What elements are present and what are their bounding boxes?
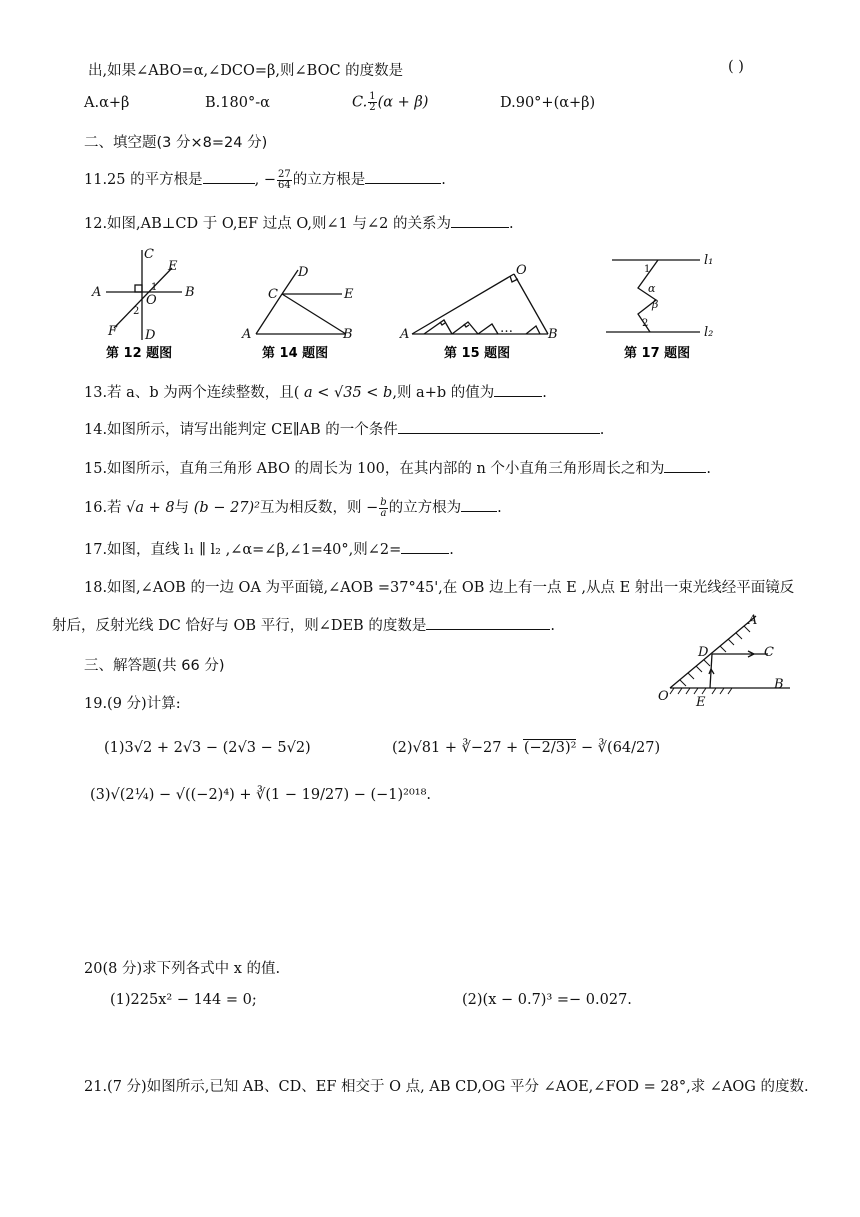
fig14-label-d: D xyxy=(298,265,309,280)
q20-title: 20(8 分)求下列各式中 x 的值. xyxy=(84,961,281,977)
fig18-label-o: O xyxy=(658,689,669,704)
q12-text: 12.如图,AB⊥CD 于 O,EF 过点 O,则∠1 与∠2 的关系为 xyxy=(84,216,451,232)
section-3-heading: 三、解答题(共 66 分) xyxy=(84,658,225,674)
fig12-label-2: 2 xyxy=(133,306,140,317)
q13-end: . xyxy=(542,385,547,401)
q11-blank-2[interactable] xyxy=(365,169,441,184)
q16-blank[interactable] xyxy=(461,497,497,512)
q19-part-2 xyxy=(392,740,660,756)
fig17-label-beta: β xyxy=(652,298,659,311)
q19-part-3: (3)√(2¼) − √((−2)⁴) + ∛(1 − 19/27) − (−1)²⁰¹⁸. xyxy=(90,787,432,803)
section-2-heading: 二、填空题(3 分×8=24 分) xyxy=(84,135,268,151)
q10-option-b: B.180°-α xyxy=(205,95,270,111)
q11-end: . xyxy=(441,172,446,188)
q13-inequality: a < √35 < b xyxy=(303,385,393,401)
q14-blank[interactable] xyxy=(398,419,600,434)
fig18-label-e: E xyxy=(696,695,706,708)
fig12-label-f: F xyxy=(108,324,118,339)
fig18-label-a: A xyxy=(748,613,758,628)
q18-text: 射后，反射光线 DC 恰好与 OB 平行，则∠DEB 的度数是 xyxy=(52,618,427,634)
option-c-label: C. xyxy=(352,94,368,111)
fig14-label-b: B xyxy=(343,327,353,342)
fig17-label-1: 1 xyxy=(644,264,651,275)
q12-blank[interactable] xyxy=(451,213,509,228)
q18-end: . xyxy=(550,618,555,634)
q21: 21.(7 分)如图所示,已知 AB、CD、EF 相交于 O 点, AB CD,OG 平分 ∠AOE,∠FOD = 28°,求 ∠AOG 的度数. xyxy=(84,1079,809,1095)
q18-line-2 xyxy=(52,614,555,635)
q13-text-b: ,则 a+b 的值为 xyxy=(392,385,495,401)
fig17-caption: 第 17 题图 xyxy=(624,346,691,361)
fig14-label-a: A xyxy=(242,327,252,342)
fig12-label-a: A xyxy=(92,285,102,300)
q17-end: . xyxy=(449,542,454,558)
q13-text-a: 13.若 a、b 为两个连续整数，且( xyxy=(84,385,304,401)
q16-fraction: $\frac{b}{a}$ xyxy=(380,496,387,519)
q19-title: 19.(9 分)计算: xyxy=(84,696,181,712)
fig17-label-l2: l₂ xyxy=(704,325,714,340)
fig14-label-e: E xyxy=(344,287,354,302)
q20-part-2: (2)(x − 0.7)³ =− 0.027. xyxy=(462,992,632,1008)
fig15-label-a: A xyxy=(400,327,410,342)
fig17-label-alpha: α xyxy=(648,282,656,295)
figure-14 xyxy=(238,262,368,364)
q15-end: . xyxy=(706,461,712,477)
q16 xyxy=(84,496,502,519)
option-c-expression: (α + β) xyxy=(377,94,429,111)
fig15-caption: 第 15 题图 xyxy=(444,346,511,361)
q19-part-1: (1)3√2 + 2√3 − (2√3 − 5√2) xyxy=(104,740,311,756)
fig12-label-1: 1 xyxy=(151,282,158,293)
q19-p2-prefix: (2)√81 + ∛−27 + xyxy=(392,740,523,756)
fig15-label-b: B xyxy=(548,327,558,342)
fig17-label-2: 2 xyxy=(642,318,649,329)
q16-text-a: 16.若 xyxy=(84,500,127,516)
q17-blank[interactable] xyxy=(401,539,449,554)
fig18-label-c: C xyxy=(764,645,774,660)
q20-part-1: (1)225x² − 144 = 0; xyxy=(110,992,257,1008)
fig15-label-o: O xyxy=(516,263,527,278)
q15-blank[interactable] xyxy=(664,458,706,473)
q10-option-c xyxy=(352,92,428,113)
fig14-caption: 第 14 题图 xyxy=(262,346,329,361)
fig14-label-c: C xyxy=(268,287,278,302)
figure-12 xyxy=(86,244,206,364)
q18-line-1: 18.如图,∠AOB 的一边 OA 为平面镜,∠AOB =37°45',在 OB 边上有一点 E ,从点 E 射出一束光线经平面镜反 xyxy=(84,580,795,596)
q11 xyxy=(84,168,446,191)
q14 xyxy=(84,418,604,439)
q10-answer-paren: ( ) xyxy=(728,59,744,75)
q14-end: . xyxy=(599,422,605,438)
q16-text-d: 的立方根为 xyxy=(388,500,462,516)
fig17-label-l1: l₁ xyxy=(704,253,714,268)
q11-fraction: $\frac{27}{64}$ xyxy=(278,168,291,191)
fig12-caption: 第 12 题图 xyxy=(106,346,173,361)
figure-18 xyxy=(650,608,800,708)
q15 xyxy=(84,457,711,478)
fig12-label-b: B xyxy=(185,285,195,300)
figure-15 xyxy=(398,262,568,364)
q10-option-a: A.α+β xyxy=(84,95,130,111)
q16-sqrt-expression: √a + 8 xyxy=(126,500,175,516)
q13 xyxy=(84,381,547,402)
q16-end: . xyxy=(497,500,502,516)
q11-minus: − xyxy=(263,172,276,188)
fig15-ellipsis: … xyxy=(500,321,513,336)
q11-text-a: 11.25 的平方根是 xyxy=(84,172,203,188)
q19-p2-square: (−2/3)² xyxy=(523,740,577,756)
one-half-fraction: $\frac{1}{2}$ xyxy=(369,91,376,113)
q19-p2-suffix: − ∛(64/27) xyxy=(576,740,661,756)
figure-17 xyxy=(600,248,730,364)
q11-blank-1[interactable] xyxy=(203,169,255,184)
fig18-label-d: D xyxy=(698,645,709,660)
q10-option-d: D.90°+(α+β) xyxy=(500,95,596,111)
q14-text: 14.如图所示，请写出能判定 CE∥AB 的一个条件 xyxy=(84,422,398,438)
q11-text-c: 的立方根是 xyxy=(292,172,366,188)
q15-text: 15.如图所示，直角三角形 ABO 的周长为 100，在其内部的 n 个小直角三角形周长之和为 xyxy=(84,461,665,477)
fig12-label-d: D xyxy=(145,328,156,343)
q12-end: . xyxy=(509,216,514,232)
fig12-label-c: C xyxy=(144,247,154,262)
fig12-label-e: E xyxy=(168,259,178,274)
q13-blank[interactable] xyxy=(494,382,542,397)
q18-blank[interactable] xyxy=(426,615,550,630)
q11-comma: , xyxy=(254,172,260,188)
q12 xyxy=(84,212,514,233)
q17 xyxy=(84,538,454,559)
q16-square-expression: (b − 27)² xyxy=(193,500,260,516)
q16-text-b: 与 xyxy=(174,500,194,516)
q16-text-c: 互为相反数，则 − xyxy=(260,500,379,516)
q17-text: 17.如图，直线 l₁ ∥ l₂ ,∠α=∠β,∠1=40°,则∠2= xyxy=(84,542,402,558)
q10-stem: 出,如果∠ABO=α,∠DCO=β,则∠BOC 的度数是 xyxy=(88,63,404,79)
fig18-label-b: B xyxy=(774,677,784,692)
fig12-label-o: O xyxy=(146,293,157,308)
